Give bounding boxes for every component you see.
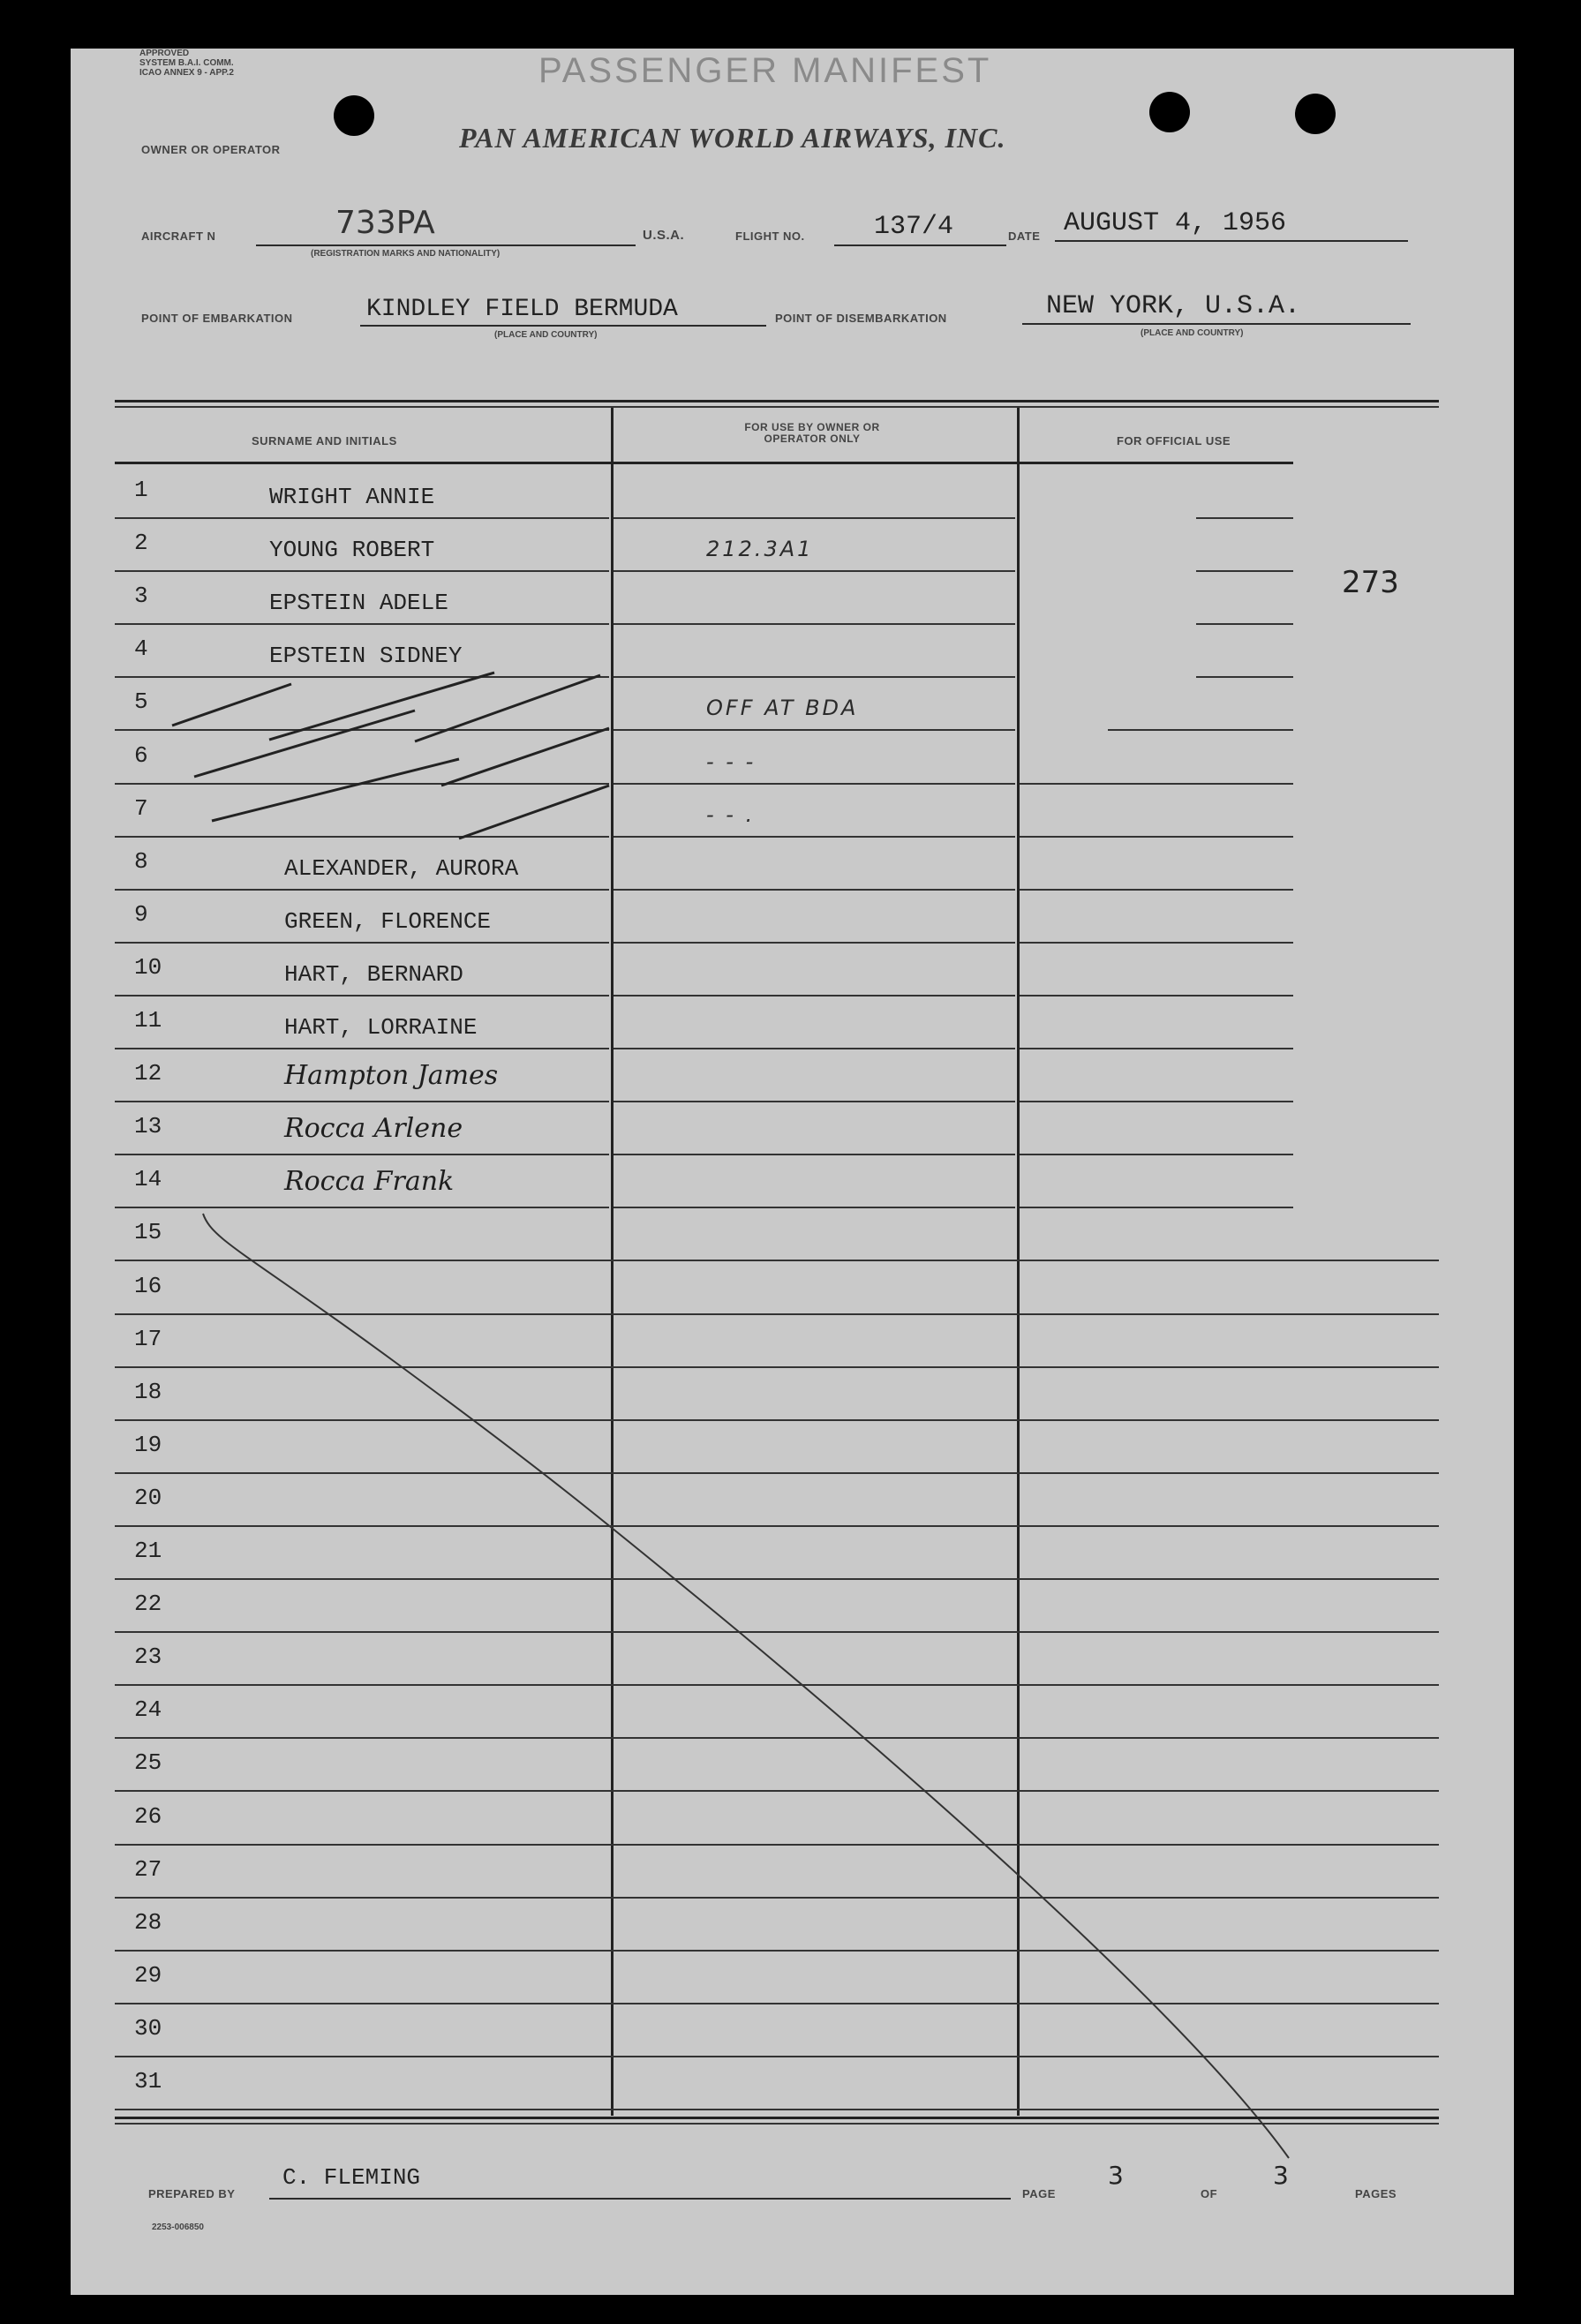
row-number: 12 [134,1060,162,1087]
passenger-name: EPSTEIN ADELE [269,590,448,616]
page-number: 3 [1108,2161,1124,2190]
owner-label: OWNER OR OPERATOR [141,143,281,156]
passenger-name: HART, LORRAINE [284,1014,478,1041]
void-diagonal-line [203,1214,1289,2158]
row-number: 24 [134,1696,162,1723]
row-number: 21 [134,1538,162,1564]
crossout-strokes [172,673,609,839]
row-number: 26 [134,1803,162,1830]
embarkation-label: POINT OF EMBARKATION [141,312,293,325]
row-number: 31 [134,2068,162,2095]
row-number: 6 [134,742,148,769]
row-number: 15 [134,1219,162,1245]
crossout-stroke [459,786,609,839]
of-label: OF [1201,2187,1218,2200]
page-label: PAGE [1022,2187,1056,2200]
col-header-owner-use: FOR USE BY OWNER OR OPERATOR ONLY [744,421,880,445]
crossout-stroke [172,684,291,726]
operator-note: OFF AT BDA [706,696,859,720]
stamp-line: SYSTEM B.A.I. COMM. [139,58,234,68]
passenger-name: GREEN, FLORENCE [284,908,492,935]
row-number: 18 [134,1379,162,1405]
form-code: 2253-006850 [152,2222,204,2232]
aircraft-country: U.S.A. [643,228,685,243]
row-number: 30 [134,2015,162,2042]
stamp-line: ICAO ANNEX 9 - APP.2 [139,68,234,78]
row-number: 4 [134,636,148,662]
page-total: 3 [1273,2161,1289,2190]
flight-date: AUGUST 4, 1956 [1064,208,1287,238]
passenger-name: HART, BERNARD [284,961,463,988]
row-number: 20 [134,1485,162,1511]
row-number: 1 [134,477,148,503]
col-header-surname: SURNAME AND INITIALS [252,434,397,448]
table-bottom-rule [115,2117,1439,2119]
flight-number: 137/4 [874,212,954,242]
operator-note: 212.3A1 [706,537,814,561]
prepared-by: C. FLEMING [282,2164,421,2191]
row-number: 25 [134,1749,162,1776]
operator-note: - - . [706,802,756,827]
row-number: 13 [134,1113,162,1139]
table-bottom-rule [115,2123,1439,2125]
row-number: 19 [134,1432,162,1458]
margin-note: 273 [1342,565,1399,600]
row-number: 29 [134,1962,162,1989]
passenger-name: Hampton James [284,1060,499,1091]
row-number: 2 [134,530,148,556]
row-number: 5 [134,688,148,715]
disembarkation-label: POINT OF DISEMBARKATION [775,312,947,325]
passenger-name: EPSTEIN SIDNEY [269,643,463,669]
row-number: 23 [134,1643,162,1670]
passenger-name: ALEXANDER, AURORA [284,855,519,882]
row-number: 16 [134,1273,162,1299]
form-title: PASSENGER MANIFEST [538,51,992,90]
crossout-stroke [212,759,459,821]
passenger-name: Rocca Arlene [284,1113,463,1144]
row-number: 7 [134,795,148,822]
prepared-underline [269,2198,1011,2200]
row-number: 9 [134,901,148,928]
aircraft-sub: (REGISTRATION MARKS AND NATIONALITY) [311,249,501,259]
passenger-name: YOUNG ROBERT [269,537,435,563]
passenger-name: Rocca Frank [284,1166,455,1197]
flight-label: FLIGHT NO. [735,229,805,243]
disembarkation-sub: (PLACE AND COUNTRY) [1141,328,1244,338]
col-header-official: FOR OFFICIAL USE [1117,434,1231,448]
crossout-stroke [194,711,415,777]
crossout-stroke [269,673,494,740]
row-number: 3 [134,583,148,609]
aircraft-value: 733PA [335,205,435,241]
crossout-stroke [441,728,609,786]
operator-name: PAN AMERICAN WORLD AIRWAYS, INC. [459,122,1006,154]
prepared-label: PREPARED BY [148,2187,236,2200]
passenger-name: WRIGHT ANNIE [269,484,435,510]
embarkation-sub: (PLACE AND COUNTRY) [494,330,598,340]
row-number: 27 [134,1856,162,1883]
disembarkation-value: NEW YORK, U.S.A. [1046,291,1301,321]
date-label: DATE [1008,229,1041,243]
aircraft-label: AIRCRAFT N [141,229,216,243]
row-number: 14 [134,1166,162,1192]
pages-label: PAGES [1355,2187,1397,2200]
row-number: 8 [134,848,148,875]
row-number: 28 [134,1909,162,1936]
row-number: 10 [134,954,162,981]
row-number: 11 [134,1007,162,1034]
row-number: 17 [134,1326,162,1352]
crossout-stroke [415,675,600,741]
operator-note: - - - [706,749,757,774]
row-number: 22 [134,1591,162,1617]
embarkation-value: KINDLEY FIELD BERMUDA [366,296,678,323]
stamp-line: APPROVED [139,49,190,58]
